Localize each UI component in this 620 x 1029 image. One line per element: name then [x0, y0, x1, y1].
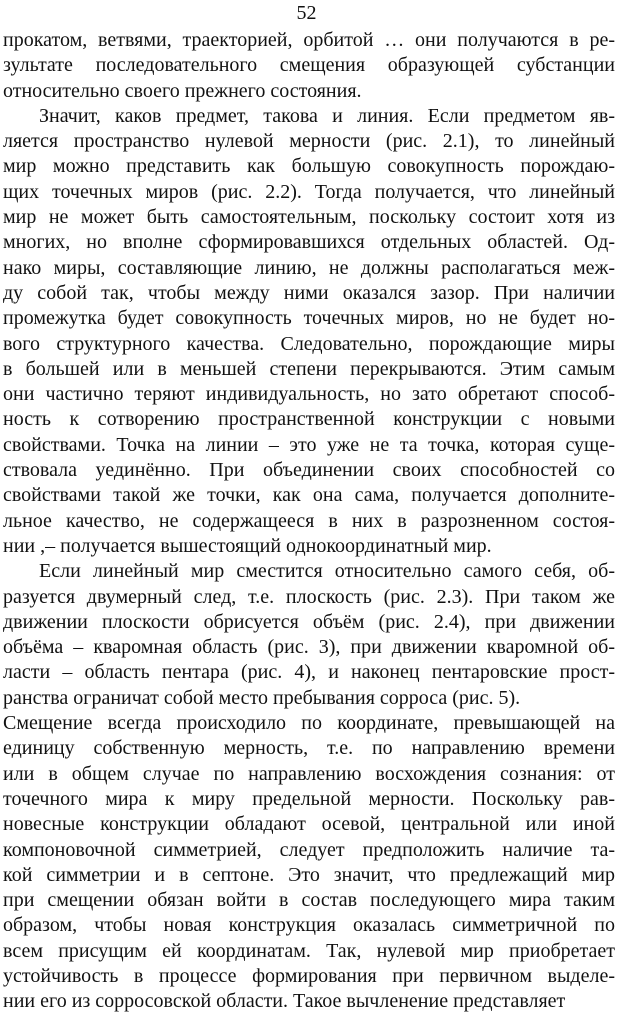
text-line: зультате последовательного смещения образующей субстанции [3, 54, 615, 77]
text-line: ранства ограничат собой место пребывания сорроса (рис. 5). [3, 686, 521, 709]
text-line: нии ,– получается вышестоящий однокоординатный мир. [3, 534, 492, 557]
text-line: свойствами такой же точки, как она сама, получается дополните- [3, 484, 615, 507]
text-line: они частично теряют индивидуальность, но зато обретают способ- [3, 383, 615, 406]
text-line: новесные конструкции обладают осевой, центральной или иной [3, 813, 615, 836]
text-line: устойчивость в процессе формирования при первичном выделе- [3, 964, 615, 987]
text-line: мир можно представить как большую совокупность порождаю- [3, 155, 615, 178]
text-line: точечного мира к миру предельной мерности. Поскольку рав- [3, 787, 615, 810]
paragraph [3, 711, 620, 1015]
text-line: Смещение всегда происходило по координате, превышающей на [3, 712, 615, 735]
text-line: льное качество, не содержащееся в них в разрозненном состоя- [3, 509, 615, 532]
page-number: 52 [296, 2, 317, 24]
text-line: ствовала уединённо. При объединении своих способностей со [3, 459, 615, 482]
text-line: многих, но вполне сформировавшихся отдельных областей. Од- [3, 231, 615, 254]
text-line: Значит, каков предмет, такова и линия. Если предметом яв- [39, 104, 615, 127]
text-line: мир не может быть самостоятельным, поскольку состоит хотя из [3, 206, 615, 229]
text-line: ду собой так, чтобы между ними оказался зазор. При наличии [3, 281, 615, 304]
text-line: движении плоскости обрисуется объём (рис. 2.4), при движении [3, 610, 615, 633]
text-line: щих точечных миров (рис. 2.2). Тогда получается, что линейный [3, 180, 615, 203]
text-line: ласти – область пентара (рис. 4), и наконец пентаровские прост- [3, 661, 615, 684]
text-line: вого структурного качества. Следовательно, порождающие миры [3, 332, 615, 355]
text-line: образом, чтобы новая конструкция оказалась симметричной по [3, 914, 615, 937]
text-line: или в общем случае по направлению восхождения сознания: от [3, 762, 615, 785]
text-line: ность к сотворению пространственной конструкции с новыми [3, 408, 615, 431]
text-line: свойствами. Точка на линии – это уже не та точка, которая суще- [3, 433, 615, 456]
paragraph [3, 104, 620, 559]
text-line: ляется пространство нулевой мерности (рис. 2.1), то линейный [3, 130, 615, 153]
text-line: единицу собственную мерность, т.е. по направлению времени [3, 737, 615, 760]
text-line: при смещении обязан войти в состав последующего мира таким [3, 889, 615, 912]
text-line: относительно своего прежнего состояния. [3, 79, 362, 102]
text-line: нако миры, составляющие линию, не должны располагаться меж- [3, 256, 615, 279]
text-line: нии его из сорросовской области. Такое вычленение представляет [3, 990, 566, 1013]
text-line: прокатом, ветвями, траекторией, орбитой … они получаются в ре- [3, 29, 615, 51]
paragraph [3, 559, 620, 711]
text-line: разуется двумерный след, т.е. плоскость (рис. 2.3). При таком же [3, 585, 615, 608]
paragraph [3, 28, 620, 104]
text-line: Если линейный мир сместится относительно самого себя, об- [39, 560, 615, 583]
text-line: всем присущим ей координатам. Так, нулевой мир приобретает [3, 939, 615, 962]
body-text [3, 28, 620, 1015]
text-line: кой симметрии и в септоне. Это значит, что предлежащий мир [3, 863, 615, 886]
text-line: в большей или в меньшей степени перекрываются. Этим самым [3, 357, 615, 380]
text-line: объёма – кваромная область (рис. 3), при движении кваромной об- [3, 636, 615, 659]
text-line: промежутка будет совокупность точечных миров, но не будет но- [3, 307, 615, 330]
text-line: компоновочной симметрией, следует предположить наличие та- [3, 838, 615, 861]
